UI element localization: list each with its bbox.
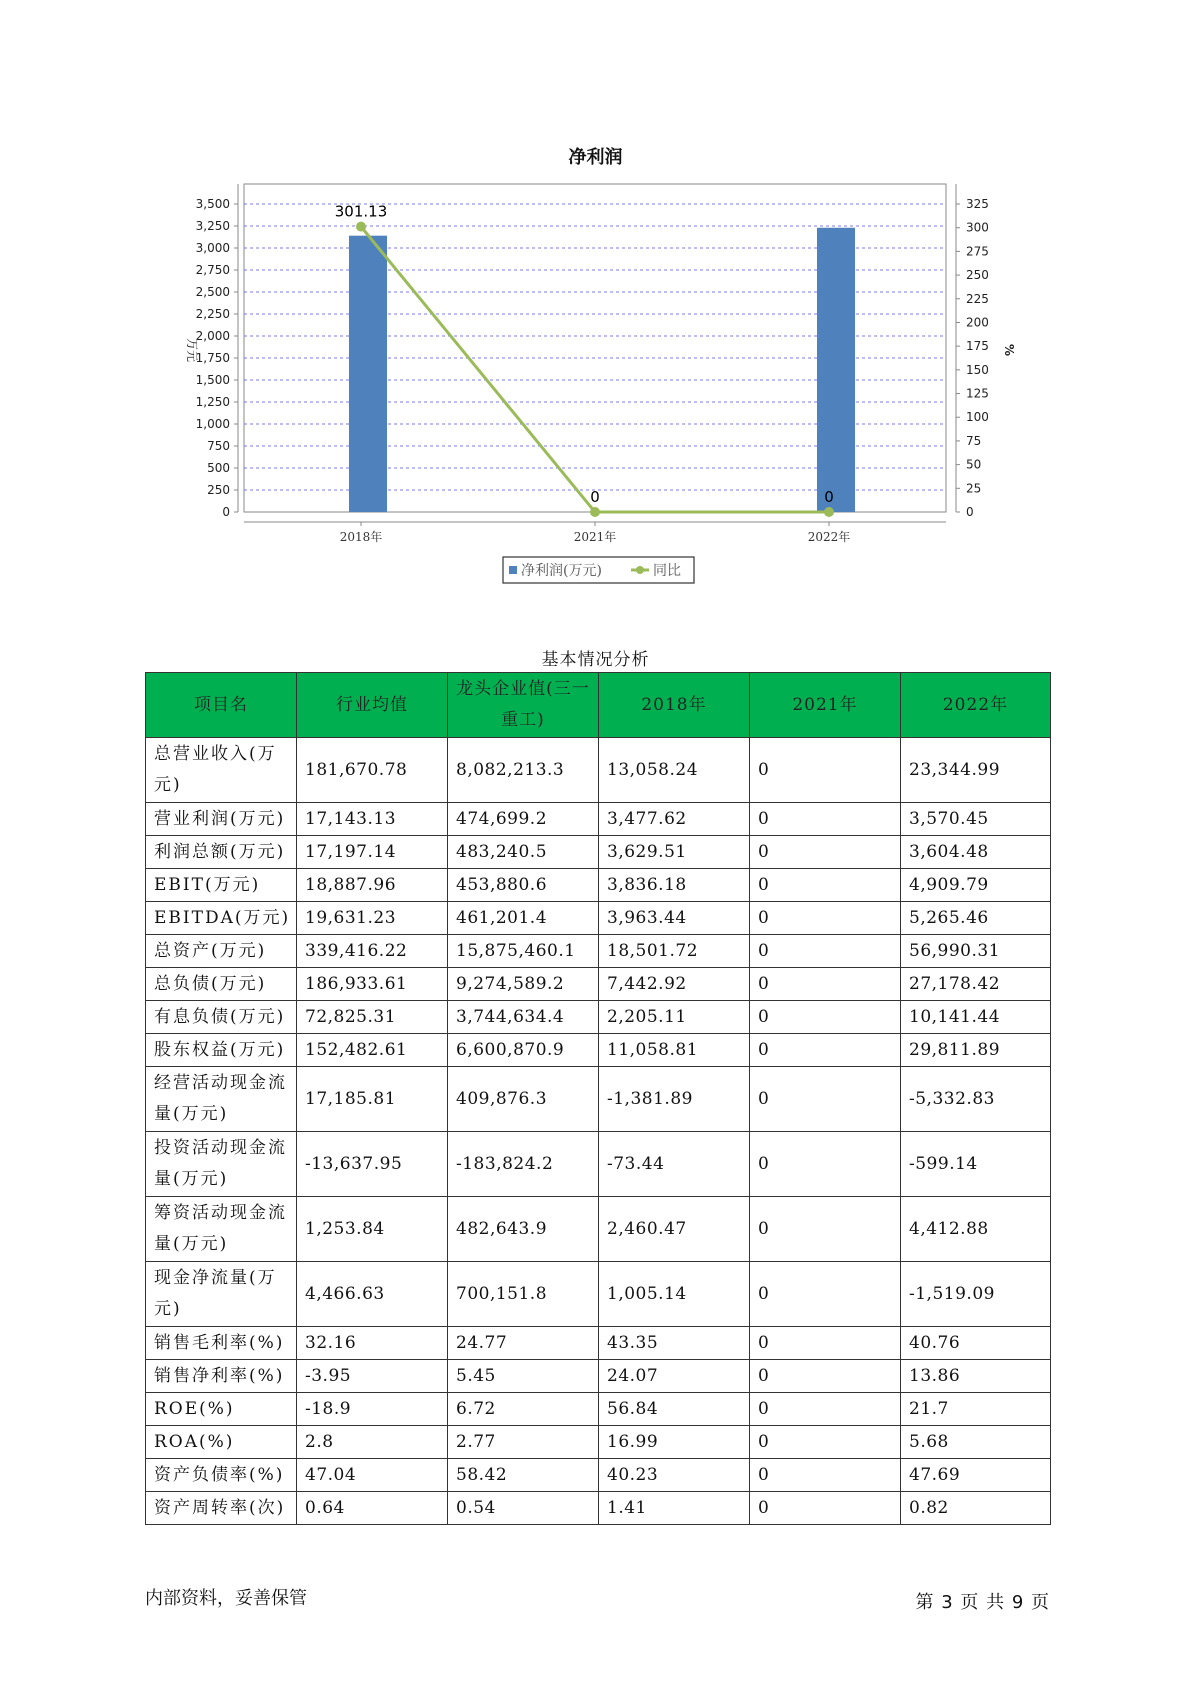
row-value-cell: 0.82 <box>901 1492 1051 1525</box>
row-item-name: 资产周转率(次) <box>146 1492 297 1525</box>
table-header-row <box>146 673 1051 738</box>
y-tick-label: 1,250 <box>195 395 230 409</box>
table-title: 基本情况分析 <box>541 650 650 670</box>
row-value-cell: 0 <box>750 1067 901 1132</box>
y-tick-label: 500 <box>207 461 230 475</box>
row-value-cell: 43.35 <box>599 1327 750 1360</box>
row-value-cell: 40.76 <box>901 1327 1051 1360</box>
row-item-name: 投资活动现金流量(万元) <box>146 1132 297 1197</box>
row-value-cell: -13,637.95 <box>297 1132 448 1197</box>
row-value-cell: 2.8 <box>297 1426 448 1459</box>
y-axis-title: 万元 <box>185 337 199 363</box>
chart-title: 净利润 <box>568 147 623 168</box>
y-tick-label: 3,000 <box>195 241 230 255</box>
row-value-cell: 3,963.44 <box>599 902 750 935</box>
row-value-cell: -5,332.83 <box>901 1067 1051 1132</box>
row-value-cell: 1,253.84 <box>297 1197 448 1262</box>
yoy-line <box>361 227 829 512</box>
row-value-cell: 4,909.79 <box>901 869 1051 902</box>
row-value-cell: 5.68 <box>901 1426 1051 1459</box>
row-item-name: 经营活动现金流量(万元) <box>146 1067 297 1132</box>
row-value-cell: -73.44 <box>599 1132 750 1197</box>
header-item-name: 项目名 <box>146 673 297 738</box>
table-body <box>146 738 1051 1525</box>
row-value-cell: 0 <box>750 1459 901 1492</box>
row-value-cell: 13,058.24 <box>599 738 750 803</box>
row-value-cell: 339,416.22 <box>297 935 448 968</box>
table-row <box>146 1327 1051 1360</box>
y-right-tick-label: 125 <box>966 386 989 401</box>
row-value-cell: -1,381.89 <box>599 1067 750 1132</box>
row-value-cell: 453,880.6 <box>448 869 599 902</box>
y-tick-label: 1,500 <box>195 373 230 387</box>
table-row <box>146 1360 1051 1393</box>
row-item-name: 销售净利率(%) <box>146 1360 297 1393</box>
row-value-cell: 700,151.8 <box>448 1262 599 1327</box>
y-right-tick-label: 175 <box>966 339 989 354</box>
row-value-cell: 47.04 <box>297 1459 448 1492</box>
row-value-cell: 11,058.81 <box>599 1034 750 1067</box>
row-value-cell: 482,643.9 <box>448 1197 599 1262</box>
y-tick-label: 2,250 <box>195 307 230 321</box>
row-value-cell: 6,600,870.9 <box>448 1034 599 1067</box>
row-value-cell: 0.64 <box>297 1492 448 1525</box>
chart-canvas <box>0 0 1191 610</box>
header-2021: 2021年 <box>750 673 901 738</box>
row-value-cell: 27,178.42 <box>901 968 1051 1001</box>
y-tick-label: 1,750 <box>195 351 230 365</box>
y-right-tick-label: 150 <box>966 362 989 377</box>
bar-net-profit <box>817 228 855 512</box>
row-value-cell: 8,082,213.3 <box>448 738 599 803</box>
row-value-cell: 0 <box>750 1197 901 1262</box>
row-value-cell: 409,876.3 <box>448 1067 599 1132</box>
row-item-name: 营业利润(万元) <box>146 803 297 836</box>
row-value-cell: 0 <box>750 1327 901 1360</box>
y-right-tick-label: 250 <box>966 268 989 283</box>
footer-confidential-note: 内部资料，妥善保管 <box>145 1588 307 1609</box>
row-value-cell: 2,205.11 <box>599 1001 750 1034</box>
row-item-name: 筹资活动现金流量(万元) <box>146 1197 297 1262</box>
header-2022: 2022年 <box>901 673 1051 738</box>
y-right-tick-label: 75 <box>966 433 982 448</box>
net-profit-chart <box>0 0 1191 610</box>
data-label: 0 <box>590 488 600 506</box>
y-tick-label: 2,500 <box>195 285 230 299</box>
row-value-cell: 3,629.51 <box>599 836 750 869</box>
y-tick-label: 750 <box>207 439 230 453</box>
table-row <box>146 1426 1051 1459</box>
row-value-cell: 1,005.14 <box>599 1262 750 1327</box>
row-value-cell: 3,477.62 <box>599 803 750 836</box>
row-value-cell: 0 <box>750 869 901 902</box>
table-row <box>146 836 1051 869</box>
y-tick-label: 0 <box>222 505 230 519</box>
row-value-cell: 0 <box>750 1360 901 1393</box>
table-row <box>146 968 1051 1001</box>
yoy-point <box>824 507 834 517</box>
row-value-cell: 18,887.96 <box>297 869 448 902</box>
y-tick-label: 2,750 <box>195 263 230 277</box>
header-leader-value: 龙头企业值(三一重工) <box>448 673 599 738</box>
row-item-name: 总营业收入(万元) <box>146 738 297 803</box>
x-tick-label: 2022年 <box>807 530 851 544</box>
row-value-cell: 2.77 <box>448 1426 599 1459</box>
table-row <box>146 1034 1051 1067</box>
y-tick-label: 3,250 <box>195 219 230 233</box>
y-right-tick-label: 300 <box>966 220 989 235</box>
header-2018: 2018年 <box>599 673 750 738</box>
row-value-cell: 461,201.4 <box>448 902 599 935</box>
row-value-cell: 9,274,589.2 <box>448 968 599 1001</box>
row-value-cell: 29,811.89 <box>901 1034 1051 1067</box>
row-value-cell: 474,699.2 <box>448 803 599 836</box>
row-item-name: EBITDA(万元) <box>146 902 297 935</box>
y-right-tick-label: 225 <box>966 291 989 306</box>
y-right-axis-title: % <box>1002 343 1016 357</box>
row-value-cell: 56,990.31 <box>901 935 1051 968</box>
table-row <box>146 1492 1051 1525</box>
row-item-name: ROA(%) <box>146 1426 297 1459</box>
row-value-cell: 24.77 <box>448 1327 599 1360</box>
legend-bar-label: 净利润(万元) <box>521 563 602 579</box>
x-tick-label: 2021年 <box>573 530 617 544</box>
table-row <box>146 1132 1051 1197</box>
table-row <box>146 869 1051 902</box>
row-value-cell: 3,570.45 <box>901 803 1051 836</box>
basic-analysis-table <box>145 672 1051 1525</box>
table-row <box>146 1459 1051 1492</box>
row-value-cell: 0 <box>750 738 901 803</box>
row-value-cell: 17,197.14 <box>297 836 448 869</box>
row-value-cell: 0 <box>750 968 901 1001</box>
row-value-cell: -18.9 <box>297 1393 448 1426</box>
row-value-cell: 3,836.18 <box>599 869 750 902</box>
row-value-cell: 0 <box>750 935 901 968</box>
row-value-cell: -1,519.09 <box>901 1262 1051 1327</box>
row-value-cell: 0 <box>750 1393 901 1426</box>
row-item-name: 总资产(万元) <box>146 935 297 968</box>
row-value-cell: 56.84 <box>599 1393 750 1426</box>
row-item-name: 总负债(万元) <box>146 968 297 1001</box>
row-value-cell: -3.95 <box>297 1360 448 1393</box>
y-right-tick-label: 100 <box>966 410 989 425</box>
row-value-cell: 1.41 <box>599 1492 750 1525</box>
x-tick-label: 2018年 <box>339 530 383 544</box>
row-value-cell: 13.86 <box>901 1360 1051 1393</box>
row-value-cell: 47.69 <box>901 1459 1051 1492</box>
row-value-cell: 17,143.13 <box>297 803 448 836</box>
row-value-cell: 0 <box>750 1492 901 1525</box>
row-item-name: 股东权益(万元) <box>146 1034 297 1067</box>
row-value-cell: 21.7 <box>901 1393 1051 1426</box>
y-right-tick-label: 25 <box>966 481 982 496</box>
y-tick-label: 3,500 <box>195 197 230 211</box>
row-value-cell: 10,141.44 <box>901 1001 1051 1034</box>
row-value-cell: 0 <box>750 836 901 869</box>
row-value-cell: 19,631.23 <box>297 902 448 935</box>
yoy-point <box>590 507 600 517</box>
table-row <box>146 803 1051 836</box>
row-item-name: 有息负债(万元) <box>146 1001 297 1034</box>
bar-net-profit <box>349 236 387 512</box>
y-tick-label: 2,000 <box>195 329 230 343</box>
row-value-cell: 5,265.46 <box>901 902 1051 935</box>
table-row <box>146 1262 1051 1327</box>
row-value-cell: 0 <box>750 902 901 935</box>
y-right-tick-label: 0 <box>966 505 974 519</box>
y-right-tick-label: 325 <box>966 197 989 211</box>
row-value-cell: -183,824.2 <box>448 1132 599 1197</box>
row-value-cell: 483,240.5 <box>448 836 599 869</box>
row-item-name: 利润总额(万元) <box>146 836 297 869</box>
row-value-cell: 3,604.48 <box>901 836 1051 869</box>
row-value-cell: 58.42 <box>448 1459 599 1492</box>
footer-page-number: 第 3 页 共 9 页 <box>915 1592 1050 1613</box>
row-value-cell: 16.99 <box>599 1426 750 1459</box>
y-tick-label: 250 <box>207 483 230 497</box>
row-item-name: EBIT(万元) <box>146 869 297 902</box>
row-item-name: ROE(%) <box>146 1393 297 1426</box>
yoy-point <box>356 222 366 232</box>
row-value-cell: 186,933.61 <box>297 968 448 1001</box>
y-right-tick-label: 200 <box>966 315 989 330</box>
row-value-cell: 3,744,634.4 <box>448 1001 599 1034</box>
row-value-cell: 15,875,460.1 <box>448 935 599 968</box>
row-value-cell: 32.16 <box>297 1327 448 1360</box>
table-row <box>146 902 1051 935</box>
row-value-cell: 0 <box>750 803 901 836</box>
y-right-tick-label: 50 <box>966 457 982 472</box>
row-value-cell: 4,466.63 <box>297 1262 448 1327</box>
row-value-cell: 0 <box>750 1426 901 1459</box>
legend-line-label: 同比 <box>653 563 681 579</box>
y-tick-label: 1,000 <box>195 417 230 431</box>
row-value-cell: 0 <box>750 1034 901 1067</box>
row-value-cell: 4,412.88 <box>901 1197 1051 1262</box>
row-value-cell: -599.14 <box>901 1132 1051 1197</box>
table-row <box>146 738 1051 803</box>
row-value-cell: 18,501.72 <box>599 935 750 968</box>
legend-bar-swatch <box>509 566 517 574</box>
row-value-cell: 152,482.61 <box>297 1034 448 1067</box>
row-value-cell: 181,670.78 <box>297 738 448 803</box>
row-value-cell: 7,442.92 <box>599 968 750 1001</box>
row-value-cell: 6.72 <box>448 1393 599 1426</box>
table-row <box>146 1197 1051 1262</box>
table-row <box>146 935 1051 968</box>
row-value-cell: 0 <box>750 1262 901 1327</box>
row-value-cell: 72,825.31 <box>297 1001 448 1034</box>
header-industry-avg: 行业均值 <box>297 673 448 738</box>
data-label: 0 <box>824 488 834 506</box>
row-item-name: 现金净流量(万元) <box>146 1262 297 1327</box>
row-item-name: 销售毛利率(%) <box>146 1327 297 1360</box>
data-label: 301.13 <box>334 202 388 221</box>
row-value-cell: 24.07 <box>599 1360 750 1393</box>
row-value-cell: 0.54 <box>448 1492 599 1525</box>
table-row <box>146 1393 1051 1426</box>
row-value-cell: 5.45 <box>448 1360 599 1393</box>
row-value-cell: 23,344.99 <box>901 738 1051 803</box>
row-value-cell: 0 <box>750 1132 901 1197</box>
table-row <box>146 1067 1051 1132</box>
row-value-cell: 2,460.47 <box>599 1197 750 1262</box>
y-right-tick-label: 275 <box>966 244 989 259</box>
row-value-cell: 40.23 <box>599 1459 750 1492</box>
table-row <box>146 1001 1051 1034</box>
row-item-name: 资产负债率(%) <box>146 1459 297 1492</box>
row-value-cell: 17,185.81 <box>297 1067 448 1132</box>
row-value-cell: 0 <box>750 1001 901 1034</box>
legend-line-marker <box>636 566 644 574</box>
